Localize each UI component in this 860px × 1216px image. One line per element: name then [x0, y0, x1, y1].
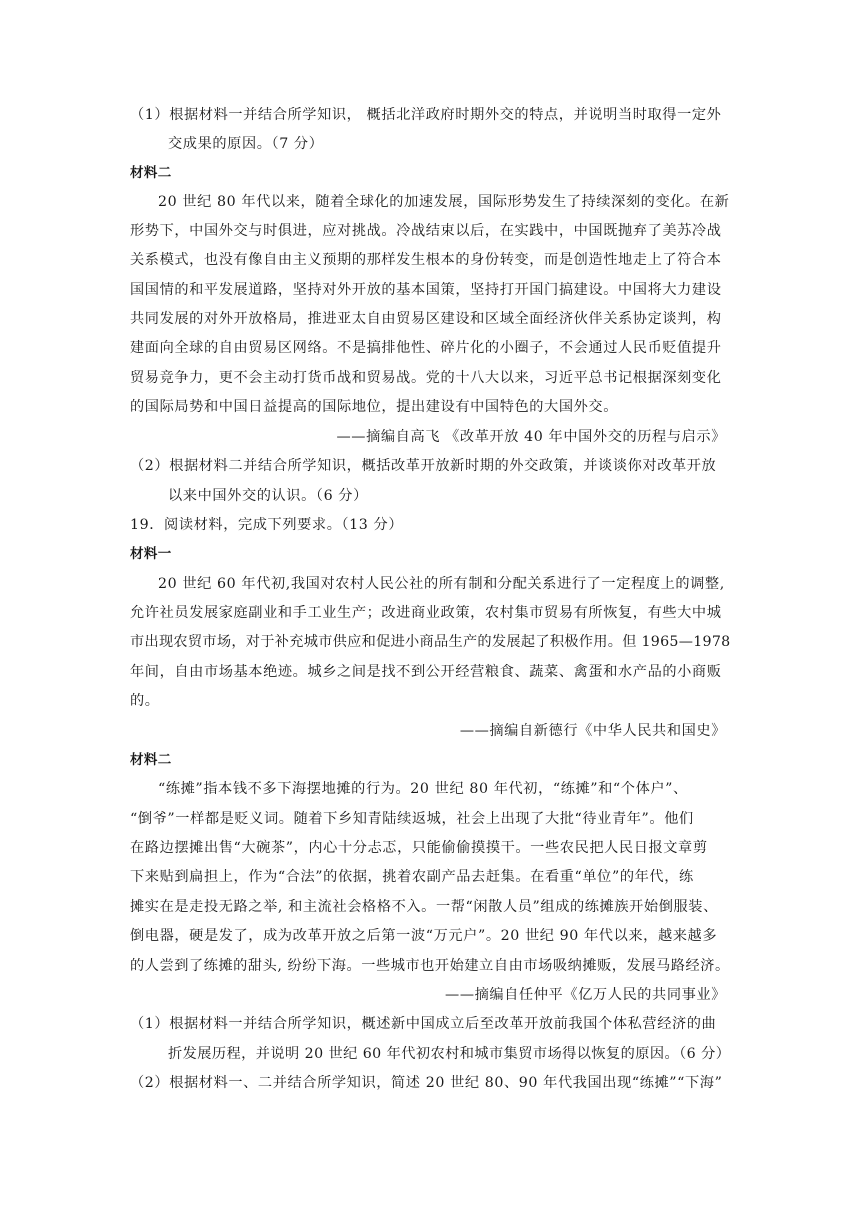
material-2-heading: 材料二 [130, 165, 172, 181]
question-2-line-1: （2）根据材料二并结合所学知识，概括改革开放新时期的外交政策，并谈谈你对改革开放 [130, 458, 717, 474]
material-2b-source: ——摘编自任仲平《亿万人民的共同事业》 [445, 987, 726, 1003]
material-1-paragraph-line: 20 世纪 60 年代初,我国对农村人民公社的所有制和分配关系进行了一定程度上的调整, [158, 576, 725, 592]
question-19-2-line-1: （2）根据材料一、二并结合所学知识，简述 20 世纪 80、90 年代我国出现“练摊”“下海” [130, 1075, 723, 1091]
material-1-heading: 材料一 [130, 546, 172, 562]
material-2b-paragraph-line: 倒电器，硬是发了，成为改革开放之后第一波“万元户”。20 世纪 90 年代以来，越来越多 [130, 928, 718, 944]
material-1-paragraph-line: 的。 [130, 693, 160, 709]
material-2-paragraph-line: 共同发展的对外开放格局，推进亚太自由贸易区建设和区域全面经济伙伴关系协定谈判，构 [130, 311, 722, 327]
question-19-1-line-1: （1）根据材料一并结合所学知识，概述新中国成立后至改革开放前我国个体私营经济的曲 [130, 1016, 717, 1032]
material-2b-paragraph-line: 下来贴到扁担上，作为“合法”的依据，挑着农副产品去赶集。在看重“单位”的年代，练 [130, 869, 694, 885]
material-1-paragraph-line: 市出现农贸市场，对于补充城市供应和促进小商品生产的发展起了积极作用。但 1965—1978 [130, 634, 731, 650]
material-1-source: ——摘编自新德行《中华人民共和国史》 [459, 723, 726, 739]
material-2-paragraph-line: 建面向全球的自由贸易区网络。不是搞排他性、碎片化的小圈子，不会通过人民币贬值提升 [130, 340, 722, 356]
material-1-paragraph-line: 允许社员发展家庭副业和手工业生产；改进商业政策，农村集市贸易有所恢复，有些大中城 [130, 605, 722, 621]
material-2b-paragraph-line: “倒爷”一样都是贬义词。随着下乡知青陆续返城，社会上出现了大批“待业青年”。他们 [130, 811, 694, 827]
material-2-paragraph-line: 形势下，中国外交与时俱进，应对挑战。冷战结束以后，在实践中，中国既抛弃了美苏冷战 [130, 223, 722, 239]
question-2-line-2: 以来中国外交的认识。（6 分） [168, 488, 368, 504]
material-2b-paragraph-line: 的人尝到了练摊的甜头, 纷纷下海。一些城市也开始建立自由市场吸纳摊贩，发展马路经济。 [130, 958, 730, 974]
material-2-paragraph-line: 关系模式，也没有像自由主义预期的那样发生根本的身份转变，而是创造性地走上了符合本 [130, 252, 722, 268]
question-1-line-1: （1）根据材料一并结合所学知识， 概括北洋政府时期外交的特点，并说明当时取得一定外 [130, 107, 722, 123]
material-2-source: ——摘编自高飞 《改革开放 40 年中国外交的历程与启示》 [336, 429, 726, 445]
material-1-paragraph-line: 年间，自由市场基本绝迹。城乡之间是找不到公开经营粮食、蔬菜、禽蛋和水产品的小商贩 [130, 664, 722, 680]
material-2b-paragraph-line: “练摊”指本钱不多下海摆地摊的行为。20 世纪 80 年代初，“练摊”和“个体户”、 [158, 781, 688, 797]
material-2b-heading: 材料二 [130, 752, 172, 768]
material-2-paragraph-line: 贸易竞争力，更不会主动打货币战和贸易战。党的十八大以来，习近平总书记根据深刻变化 [130, 370, 722, 386]
material-2b-paragraph-line: 在路边摆摊出售“大碗茶”，内心十分忐忑，只能偷偷摸摸干。一些农民把人民日报文章剪 [130, 840, 708, 856]
material-2b-paragraph-line: 摊实在是走投无路之举, 和主流社会格格不入。一帮“闲散人员”组成的练摊族开始倒服装、 [130, 899, 718, 915]
material-2-paragraph-line: 的国际局势和中国日益提高的国际地位，提出建设有中国特色的大国外交。 [130, 399, 618, 415]
question-19-title: 19．阅读材料，完成下列要求。（13 分） [130, 517, 404, 533]
material-2-paragraph-line: 国国情的和平发展道路，坚持对外开放的基本国策，坚持打开国门搞建设。中国将大力建设 [130, 282, 722, 298]
material-2-paragraph-line: 20 世纪 80 年代以来，随着全球化的加速发展，国际形势发生了持续深刻的变化。在新 [158, 194, 730, 210]
question-1-line-2: 交成果的原因。（7 分） [168, 136, 324, 152]
question-19-1-line-2: 折发展历程，并说明 20 世纪 60 年代初农村和城市集贸市场得以恢复的原因。（6 分） [168, 1046, 731, 1062]
